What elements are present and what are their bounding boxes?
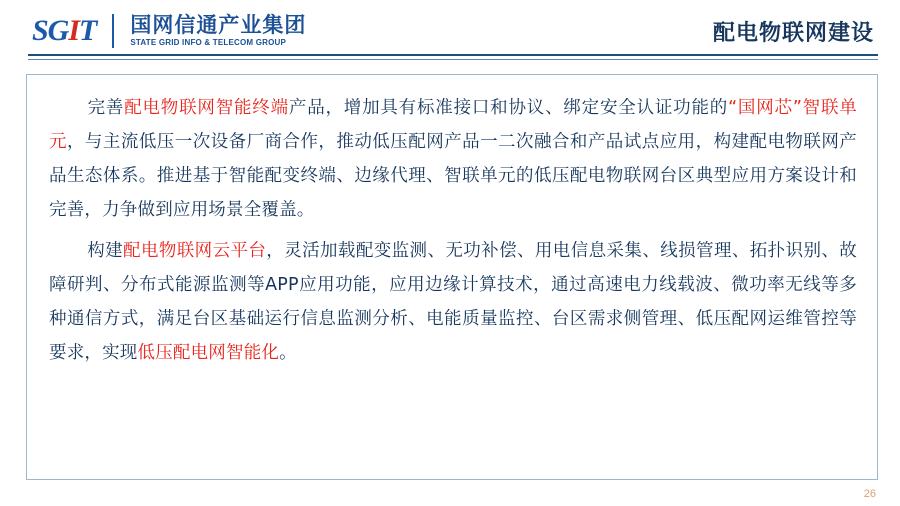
paragraph-1-text: [49, 98, 857, 220]
paragraph-2: [49, 234, 857, 371]
logo-mark-t: T: [79, 14, 97, 47]
logo-text-block: [130, 15, 306, 47]
logo-divider: [112, 14, 114, 48]
highlighted-term: “国网芯”智联单元: [49, 98, 857, 153]
header-rule-thin: [28, 59, 878, 60]
highlighted-term: 低压配电网智能化: [137, 342, 280, 363]
body-text-run: 完善: [87, 98, 125, 118]
logo-mark-i: I: [68, 14, 80, 47]
highlighted-term: 配电物联网智能终端: [124, 98, 289, 118]
page-title: 配电物联网建设: [712, 19, 874, 45]
content-box: [26, 74, 878, 480]
company-logo: [32, 14, 306, 48]
body-text-run: 。: [279, 342, 297, 363]
body-text-run: ，灵活加载配变监测、无功补偿、用电信息采集、线损管理、拓扑识别、故障研判、分布式能源监测等APP应用功能，应用边缘计算技术，通过高速电力线载波、微功率无线等多种通信方式，满足台区基础运行信息监测分析、电能质量监控、台区需求侧管理、低压配网运维管控等要求，实现: [49, 240, 857, 363]
body-text-run: 构建: [87, 240, 124, 261]
slide-header: [0, 0, 900, 62]
header-rule-thick: [28, 54, 878, 56]
paragraph-2-text: [49, 241, 857, 363]
company-name-en: STATE GRID INFO & TELECOM GROUP: [130, 37, 287, 47]
paragraph-1: [49, 91, 857, 228]
logo-mark-sg: SG: [32, 14, 69, 47]
body-text-run: 产品，增加具有标准接口和协议、绑定安全认证功能的: [288, 98, 729, 118]
logo-mark-icon: [32, 16, 96, 46]
body-text-run: ，与主流低压一次设备厂商合作，推动低压配网产品一二次融合和产品试点应用，构建配电物联网产品生态体系。推进基于智能配变终端、边缘代理、智联单元的低压配电物联网台区典型应用方案设计和完善，力争做到应用场景全覆盖。: [49, 132, 858, 221]
page-number: 26: [863, 488, 876, 500]
highlighted-term: 配电物联网云平台: [123, 240, 267, 261]
company-name-cn: 国网信通产业集团: [130, 13, 307, 37]
